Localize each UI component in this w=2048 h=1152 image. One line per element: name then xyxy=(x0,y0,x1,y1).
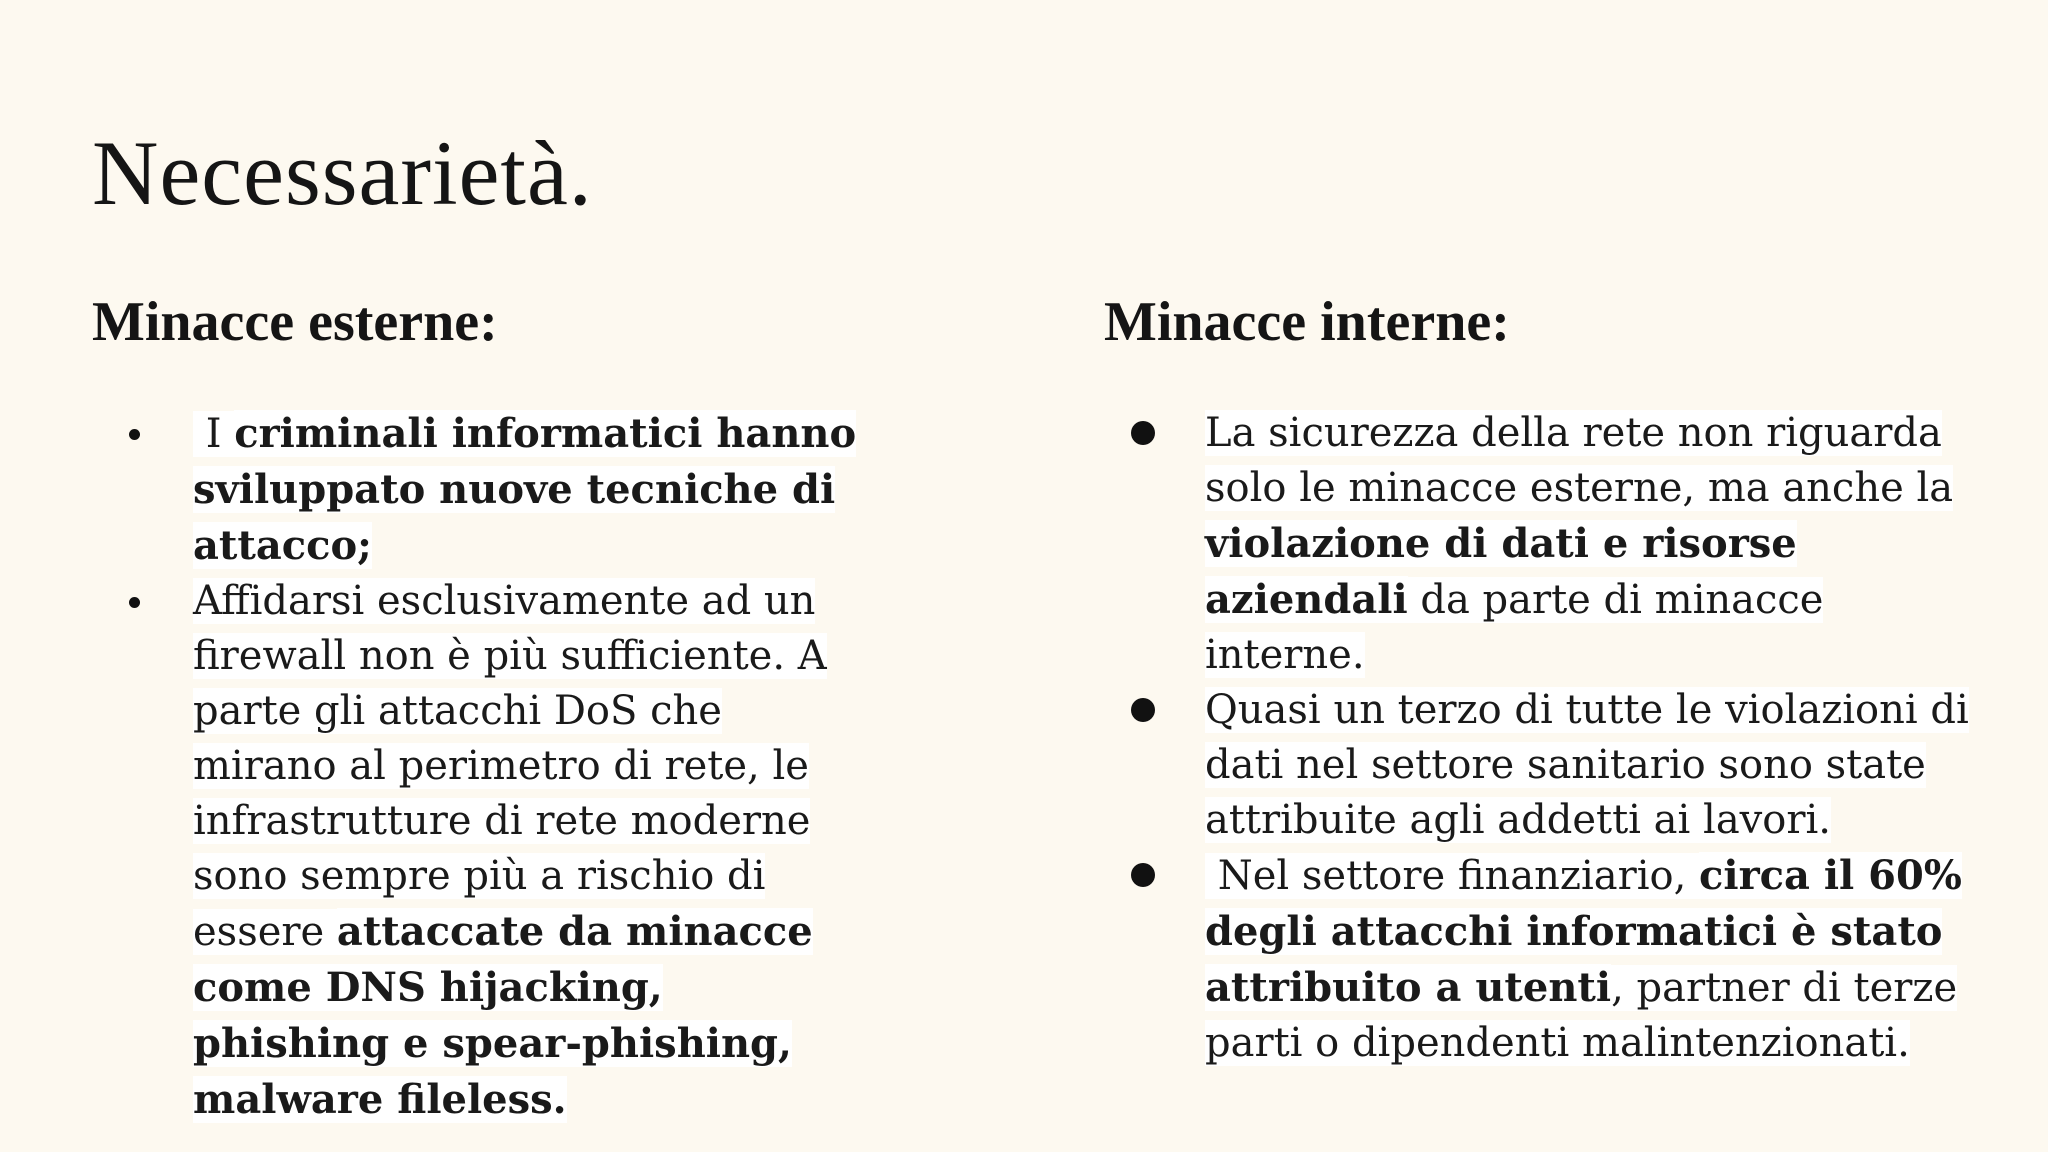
bullet-icon xyxy=(129,429,140,440)
bullet-icon xyxy=(1131,698,1155,722)
list-item-text: Nel settore finanziario, circa il 60% degli attacchi informatici è stato attribuito a utenti, partner di terze parti o dipendenti malintenzionati. xyxy=(1205,852,1962,1066)
list-item xyxy=(1104,848,2004,1071)
internal-threats-heading: Minacce interne: xyxy=(1104,291,1510,353)
list-item xyxy=(92,574,862,1128)
bullet-icon xyxy=(1131,421,1155,445)
bullet-icon xyxy=(1131,863,1155,887)
list-item-text: La sicurezza della rete non riguarda solo le minacce esterne, ma anche la violazione di dati e risorse aziendali da parte di minacce interne. xyxy=(1205,410,1954,678)
list-item xyxy=(1104,683,2004,848)
bullet-icon xyxy=(129,597,140,608)
list-item xyxy=(92,406,862,574)
internal-threats-list xyxy=(1104,406,2004,1071)
list-item-text: Affidarsi esclusivamente ad un firewall non è più sufficiente. A parte gli attacchi DoS che mirano al perimetro di rete, le infrastrutture di rete moderne sono sempre più a rischio di essere attaccate da minacce come DNS hijacking, phishing e spear-phishing, malware fileless. xyxy=(193,578,827,1123)
internal-threats-column xyxy=(1104,286,2004,1066)
external-threats-column xyxy=(92,286,992,1123)
list-item xyxy=(1104,406,2004,683)
external-threats-heading: Minacce esterne: xyxy=(92,291,498,353)
list-item-text: Quasi un terzo di tutte le violazioni di dati nel settore sanitario sono state attribuite agli addetti ai lavori. xyxy=(1205,687,1969,843)
slide-title: Necessarietà. xyxy=(92,122,593,224)
list-item-text: I criminali informatici hanno sviluppato nuove tecniche di attacco; xyxy=(193,410,857,569)
external-threats-list xyxy=(92,406,862,1128)
